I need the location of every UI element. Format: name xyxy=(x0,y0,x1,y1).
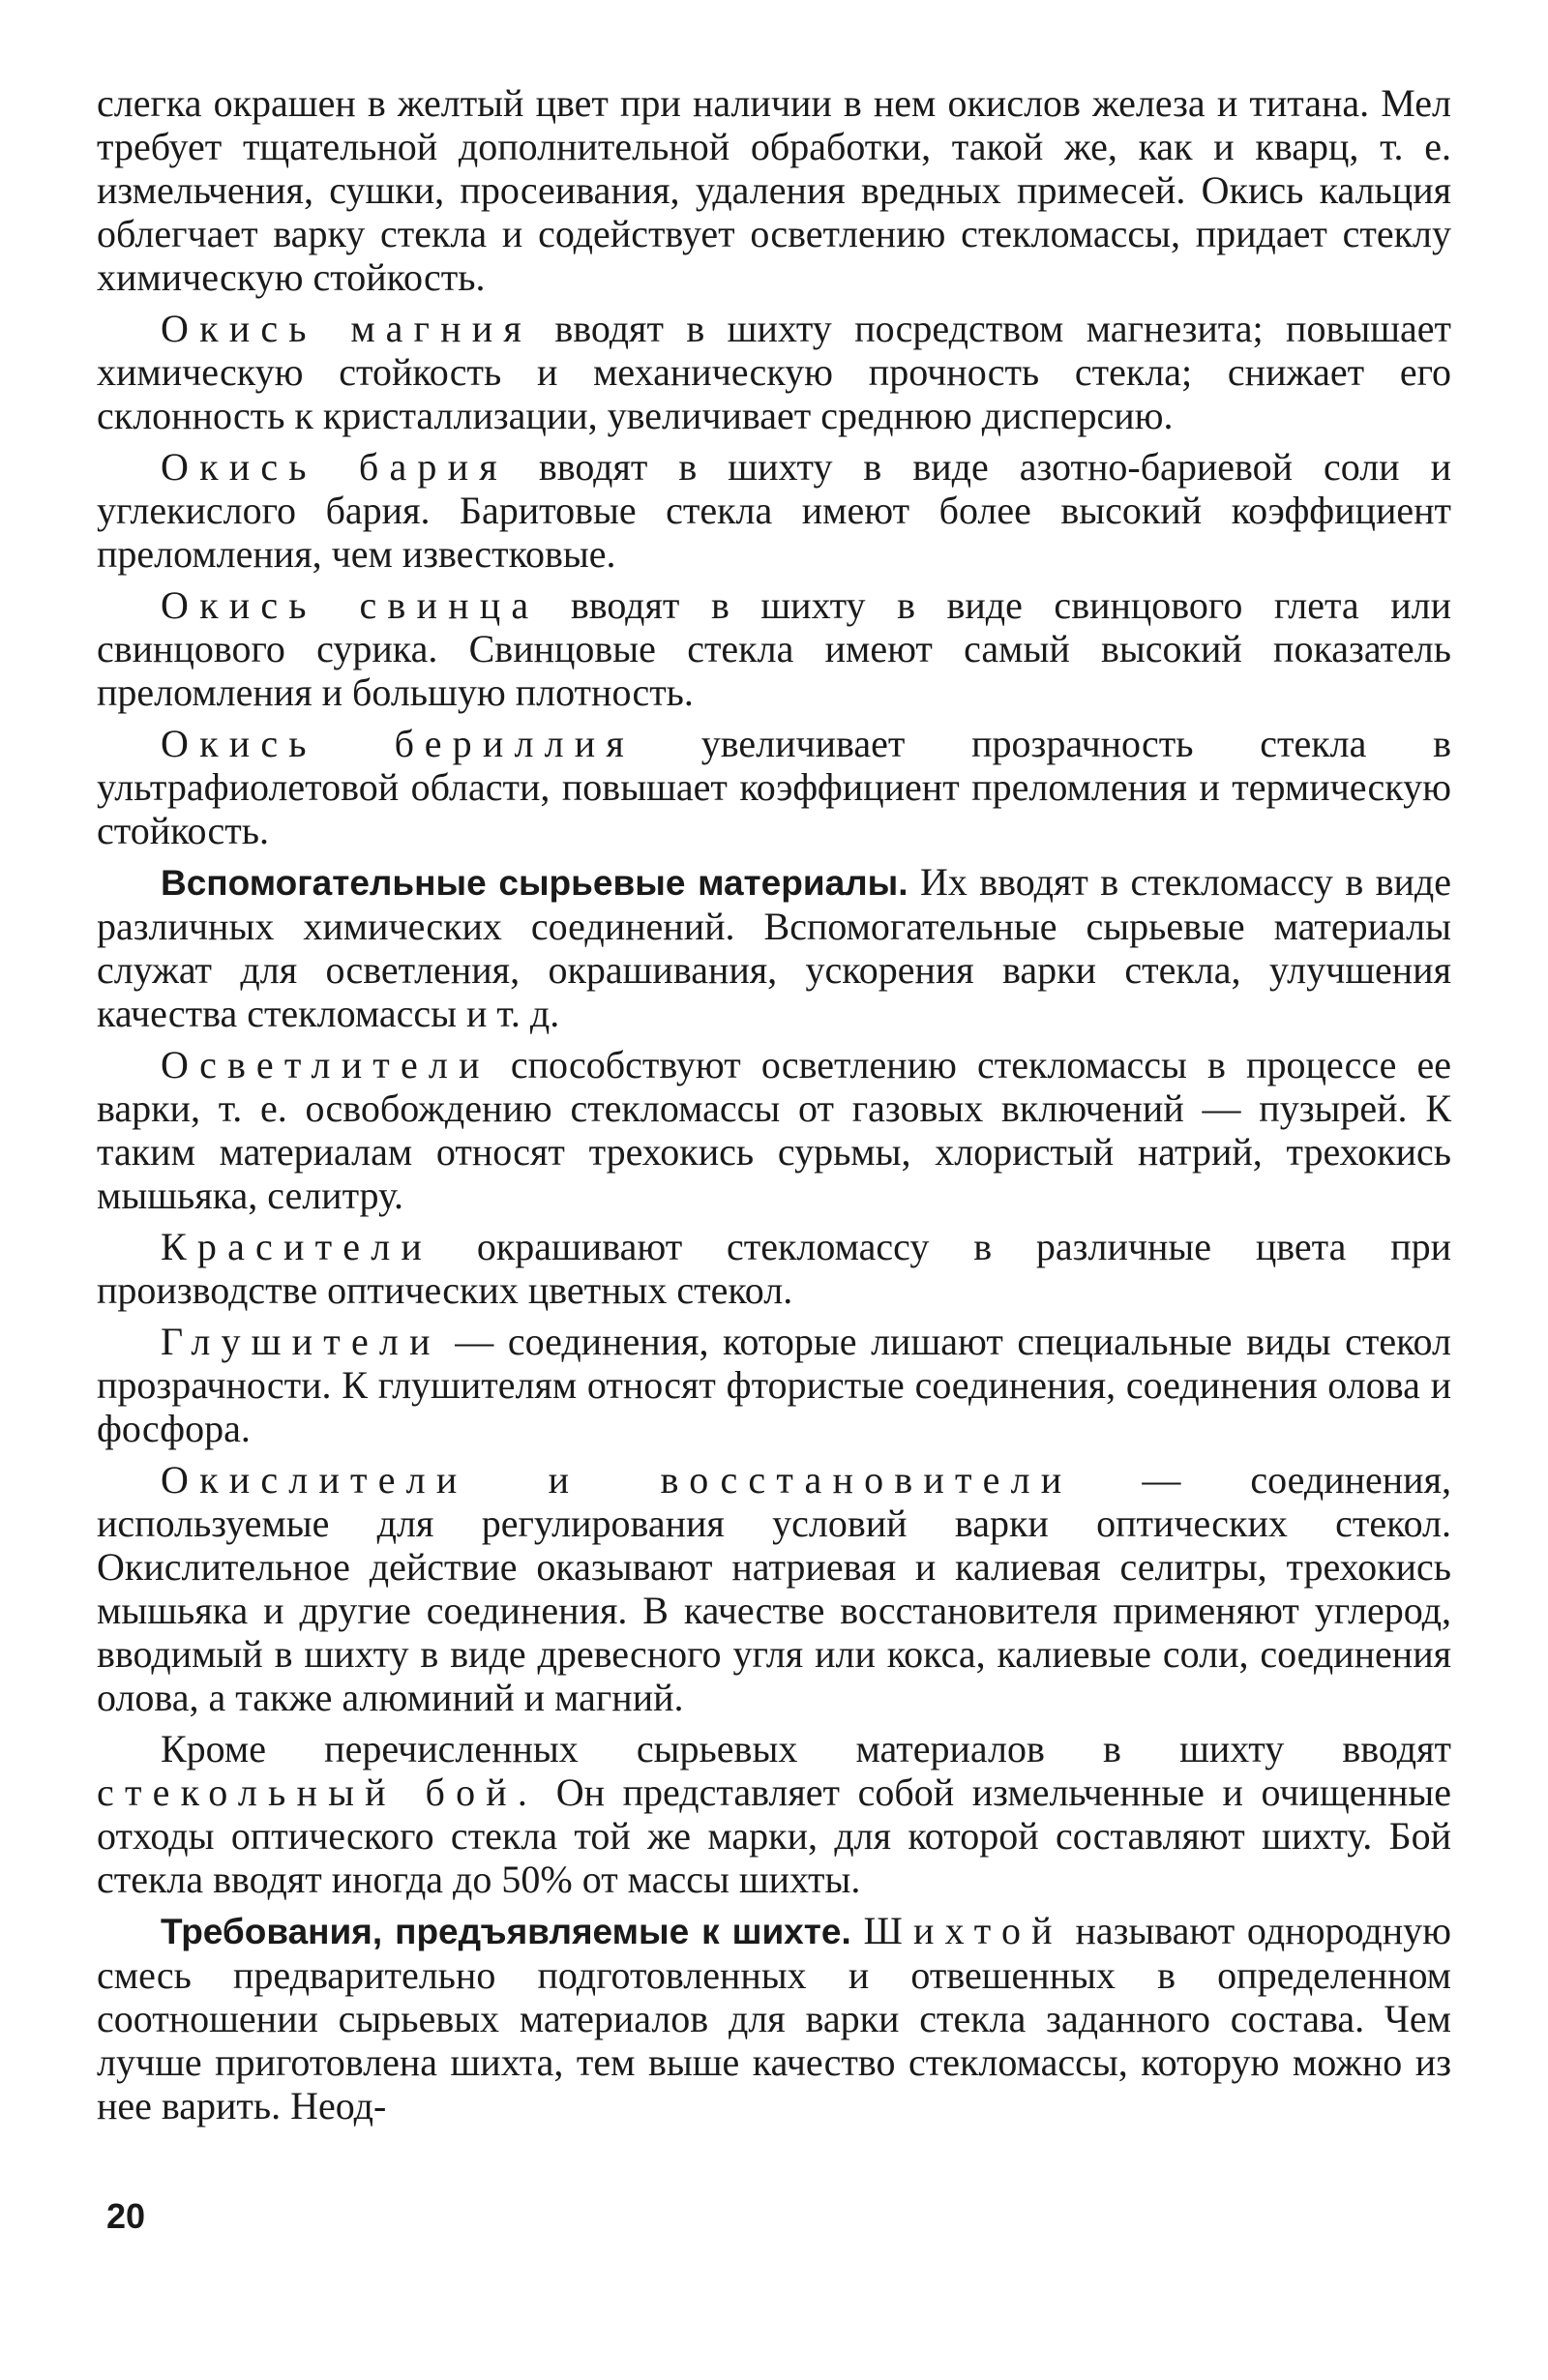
paragraph-opacifiers xyxy=(97,1320,1451,1450)
paragraph-chalk-continuation xyxy=(97,81,1451,299)
paragraph-text-before: Кроме перечисленных сырьевых материалов в шихту вводят xyxy=(161,1727,1451,1770)
paragraph-batch-requirements xyxy=(97,1909,1451,2127)
paragraph-lead-oxide xyxy=(97,583,1451,714)
paragraph-text-mid xyxy=(851,1909,864,1952)
paragraph-text: Он представляет собой измельченные и очищенные отходы оптического стекла той же марки, для которой составляют шихту. Бой стекла вводят иногда до 50% от массы шихты. xyxy=(97,1770,1451,1901)
paragraph-magnesium-oxide xyxy=(97,307,1451,437)
term-opacifiers: Глушители xyxy=(161,1320,441,1363)
paragraph-text: — соединения, используемые для регулирования условий варки оптических стекол. Окислительное действие оказывают натриевая и калиевая селитры, трехокись мышьяка и другие соединения. В качестве восстановителя применяют углерод, вводимый в шихту в виде древесного угля или кокса, калиевые соли, соединения олова, а также алюминий и магний. xyxy=(97,1458,1451,1719)
term-fining-agents: Осветлители xyxy=(161,1043,491,1086)
paragraph-fining-agents xyxy=(97,1043,1451,1217)
paragraph-text: вводят в шихту в виде свинцового глета или свинцового сурика. Свинцовые стекла имеют самый высокий показатель преломления и большую плотность. xyxy=(97,583,1451,714)
paragraph-text: называют однородную смесь предварительно подготовленных и отвешенных в определенном соотношении сырьевых материалов для варки стекла заданного состава. Чем лучше приготовлена шихта, тем выше качество стекломассы, которую можно из нее варить. Неод- xyxy=(97,1909,1451,2127)
term-colorants: Красители xyxy=(161,1225,432,1268)
section-heading-batch-requirements: Требования, предъявляемые к шихте. xyxy=(161,1912,851,1951)
term-barium-oxide: Окись бария xyxy=(161,445,508,489)
paragraph-text: вводят в шихту посредством магнезита; повышает химическую стойкость и механическую прочность стекла; снижает его склонность к кристаллизации, увеличивает среднюю дисперсию. xyxy=(97,307,1451,437)
paragraph-text: увеличивает прозрачность стекла в ультрафиолетовой области, повышает коэффициент преломления и термическую стойкость. xyxy=(97,722,1451,852)
section-heading-auxiliary-materials: Вспомогательные сырьевые материалы. xyxy=(161,863,908,903)
page-body xyxy=(97,81,1451,2135)
paragraph-colorants xyxy=(97,1225,1451,1312)
paragraph-auxiliary-materials xyxy=(97,860,1451,1035)
paragraph-text: способствуют осветлению стекломассы в процессе ее варки, т. е. освобождению стекломассы от газовых включений — пузырей. К таким материалам относят трехокись сурьмы, хлористый натрий, трехокись мышьяка, селитру. xyxy=(97,1043,1451,1217)
paragraph-text: слегка окрашен в желтый цвет при наличии в нем окислов железа и титана. Мел требует тщательной дополнительной обработки, такой же, как и кварц, т. е. измельчения, сушки, просеивания, удаления вредных примесей. Окись кальция облегчает варку стекла и содействует осветлению стекломассы, придает стеклу химическую стойкость. xyxy=(97,81,1451,299)
paragraph-text: вводят в шихту в виде азотно-бариевой соли и углекислого бария. Баритовые стекла имеют более высокий коэффициент преломления, чем известковые. xyxy=(97,445,1451,576)
term-oxidizers-reducers: Окислители и восстановители xyxy=(161,1458,1073,1502)
term-magnesium-oxide: Окись магния xyxy=(161,307,532,350)
term-cullet: стекольный бой. xyxy=(97,1770,539,1814)
term-beryllium-oxide: Окись бериллия xyxy=(161,722,635,765)
term-batch: Шихтой xyxy=(863,1909,1063,1952)
paragraph-beryllium-oxide xyxy=(97,722,1451,852)
paragraph-text: окрашивают стекломассу в различные цвета при производстве оптических цветных стекол. xyxy=(97,1225,1451,1312)
paragraph-barium-oxide xyxy=(97,445,1451,576)
paragraph-cullet xyxy=(97,1727,1451,1901)
paragraph-text: — соединения, которые лишают специальные виды стекол прозрачности. К глушителям относят фтористые соединения, соединения олова и фосфора. xyxy=(97,1320,1451,1450)
term-lead-oxide: Окись свинца xyxy=(161,583,540,627)
paragraph-oxidizers-reducers xyxy=(97,1458,1451,1719)
paragraph-text: Их вводят в стекломассу в виде различных химических соединений. Вспомогательные сырьевые материалы служат для осветления, окрашивания, ускорения варки стекла, улучшения качества стекломассы и т. д. xyxy=(97,860,1452,1035)
page-number: 20 xyxy=(106,2196,146,2236)
